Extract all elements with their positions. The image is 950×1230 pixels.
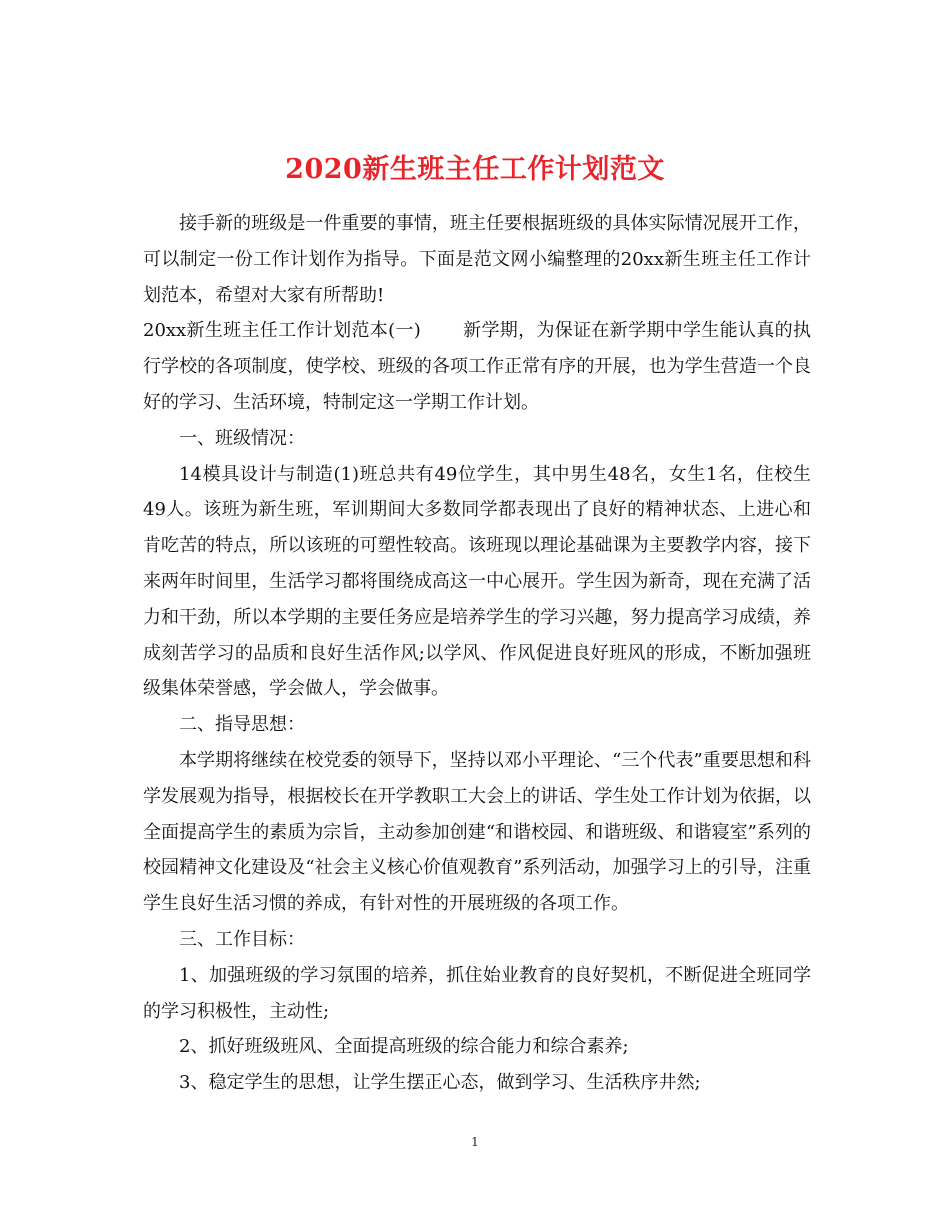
goal-item-3: 3、稳定学生的思想，让学生摆正心态，做到学习、生活秩序井然; <box>179 1072 701 1094</box>
document-title: 2020新生班主任工作计划范文 <box>285 154 665 186</box>
section-heading-guiding-thought: 二、指导思想： <box>179 714 305 736</box>
goal-item-1: 1、加强班级的学习氛围的培养，抓住始业教育的良好契机，不断促进全班同学的学习积极性，主动性; <box>143 964 811 1022</box>
document-body <box>143 206 811 1101</box>
intro-paragraph: 接手新的班级是一件重要的事情，班主任要根据班级的具体实际情况展开工作，可以制定一份工作计划作为指导。下面是范文网小编整理的20xx新生班主任工作计划范本，希望对大家有所帮助! <box>143 213 811 306</box>
goal-item-2: 2、抓好班级班风、全面提高班级的综合能力和综合素养; <box>179 1036 629 1058</box>
sample-intro-text: 新学期，为保证在新学期中学生能认真的执行学校的各项制度，使学校、班级的各项工作正常有序的开展，也为学生营造一个良好的学习、生活环境，特制定这一学期工作计划。 <box>143 320 811 413</box>
class-situation-paragraph: 14模具设计与制造(1)班总共有49位学生，其中男生48名，女生1名，住校生49人。该班为新生班，军训期间大多数同学都表现出了良好的精神状态、上进心和肯吃苦的特点，所以该班的可塑性较高。该班现以理论基础课为主要教学内容，接下来两年时间里，生活学习都将围绕成高这一中心展开。学生因为新奇，现在充满了活力和干劲，所以本学期的主要任务应是培养学生的学习兴趣，努力提高学习成绩，养成刻苦学习的品质和良好生活作风;以学风、作风促进良好班风的形成，不断加强班级集体荣誉感，学会做人，学会做事。 <box>143 463 811 700</box>
guiding-thought-paragraph: 本学期将继续在校党委的领导下，坚持以邓小平理论、“三个代表”重要思想和科学发展观为指导，根据校长在开学教职工大会上的讲话、学生处工作计划为依据，以全面提高学生的素质为宗旨，主动参加创建“和谐校园、和谐班级、和谐寝室”系列的校园精神文化建设及“社会主义核心价值观教育”系列活动，加强学习上的引导，注重学生良好生活习惯的养成，有针对性的开展班级的各项工作。 <box>143 749 811 915</box>
plan-sample-paragraph <box>143 313 811 420</box>
page-number: 1 <box>471 1135 479 1149</box>
sample-heading: 20xx新生班主任工作计划范本(一) <box>143 320 421 342</box>
section-heading-class-situation: 一、班级情况： <box>179 427 305 449</box>
section-heading-work-goals: 三、工作目标： <box>179 928 305 950</box>
